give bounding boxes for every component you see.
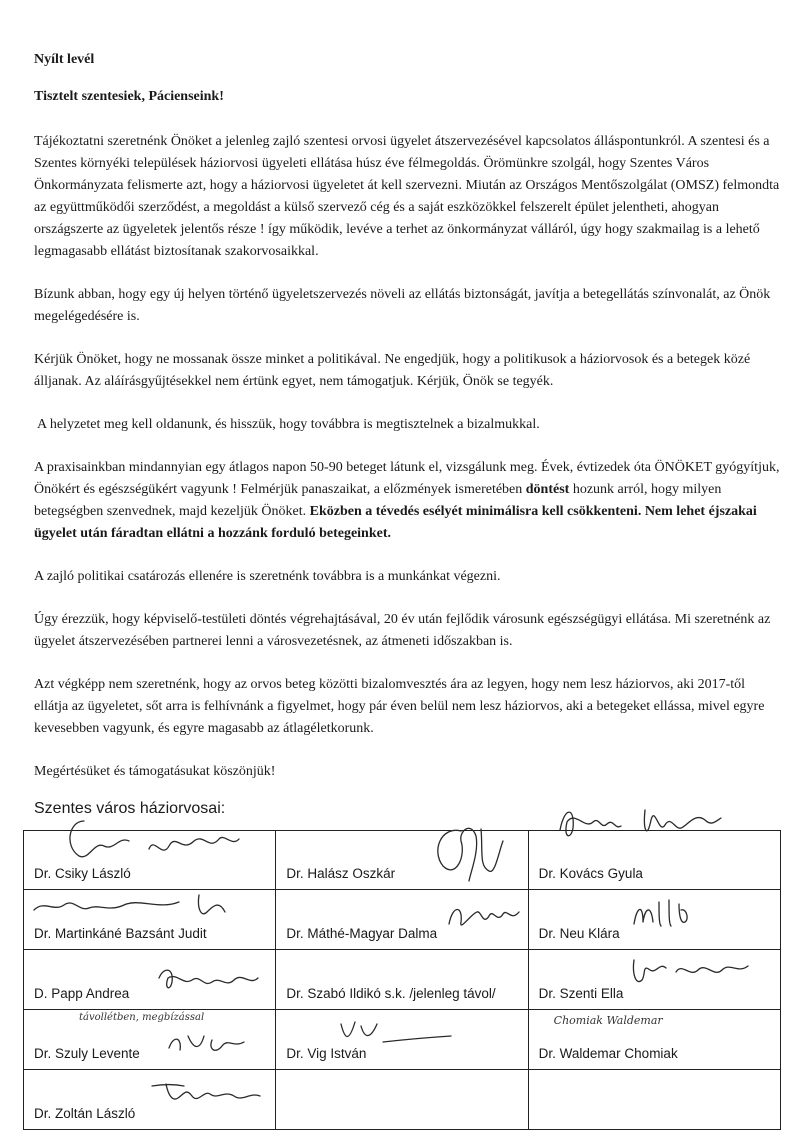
signatory-name: D. Papp Andrea [34, 986, 130, 1001]
signature-scribble [629, 894, 694, 934]
paragraph-6: A zajló politikai csatározás ellenére is szeretnénk továbbra is a munkánkat végezni. [34, 569, 501, 584]
signature-cell [276, 890, 528, 950]
paragraph-3: Kérjük Önöket, hogy ne mossanak össze minket a politikával. Ne engedjük, hogy a politikusok a háziorvosok és a betegek közé álljanak. Az aláírásgyűjtésekkel nem értünk egyet, nem támogatjuk. Kérjük, Önök se tegyék. [34, 352, 751, 389]
signature-cell [24, 1010, 276, 1070]
signature-cell [24, 831, 276, 890]
letter-body [34, 131, 780, 804]
paragraph-5-middle: hozunk arról, hogy milyen betegségben szenvednek, majd kezeljük Önöket. [34, 482, 722, 519]
signatory-name: Dr. Neu Klára [538, 926, 620, 941]
letter-greeting: Tisztelt szentesiek, Pácienseink! [34, 89, 224, 104]
signature-cell [528, 831, 780, 890]
signature-scribble [164, 1026, 264, 1056]
signature-cell [276, 831, 528, 890]
signature-scribble [29, 890, 229, 920]
signature-cell-empty [528, 1070, 780, 1130]
paragraph-4: A helyzetet meg kell oldanunk, és hisszük, hogy továbbra is megtisztelnek a bizalmukkal. [37, 417, 540, 432]
signatory-name: Dr. Vig István [286, 1046, 367, 1061]
signatory-name: Dr. Szenti Ella [538, 986, 624, 1001]
signatory-name: Dr. Szuly Levente [34, 1046, 140, 1061]
signature-scribble [154, 958, 264, 998]
signatory-name: Dr. Csiky László [34, 866, 131, 881]
signature-scribble [421, 811, 511, 883]
signature-cell [24, 890, 276, 950]
signatory-name: Dr. Waldemar Chomiak [538, 1046, 678, 1061]
paragraph-5-start: A praxisainkban mindannyian egy átlagos napon 50-90 beteget látunk el, vizsgálunk meg. Évek, évtizedek óta ÖNÖKET gyógyítjuk, Önökért és egészségükért vagyunk ! Felmérjük panaszaikat, a előzmények ismeretében [34, 460, 780, 497]
handwritten-note: Chomiak Waldemar [553, 1014, 663, 1027]
signature-cell [276, 1010, 528, 1070]
signature-cell [276, 950, 528, 1010]
letter-title: Nyílt levél [34, 52, 95, 67]
signatory-name: Dr. Szabó Ildikó s.k. /jelenleg távol/ [286, 986, 496, 1001]
paragraph-5 [34, 457, 780, 545]
signatory-name: Dr. Zoltán László [34, 1106, 136, 1121]
paragraph-7: Úgy érezzük, hogy képviselő-testületi döntés végrehajtásával, 20 év után fejlődik városunk egészségügyi ellátása. Mi szeretnénk az ügyelet átszervezésében partnerei lenni a városvezetésnek, az átmeneti időszakban is. [34, 612, 771, 649]
paragraph-2: Bízunk abban, hogy egy új helyen történő ügyeletszervezés növeli az ellátás biztonságát, javítja a betegellátás színvonalát, az Önök megelégedésére is. [34, 287, 771, 324]
signatures-heading: Szentes város háziorvosai: [34, 800, 226, 817]
signatory-name: Dr. Martinkáné Bazsánt Judit [34, 926, 207, 941]
signature-cell [528, 1010, 780, 1070]
signature-scribble [624, 952, 754, 992]
signature-scribble [144, 1074, 274, 1114]
signature-cell [528, 890, 780, 950]
signatory-name: Dr. Kovács Gyula [538, 866, 643, 881]
signature-cell [528, 950, 780, 1010]
signatory-name: Dr. Máthé-Magyar Dalma [286, 926, 438, 941]
signature-cell [24, 950, 276, 1010]
signature-scribble [441, 894, 526, 934]
signatures-table [23, 830, 781, 1130]
paragraph-9: Megértésüket és támogatásukat köszönjük! [34, 764, 276, 779]
signatory-name: Dr. Halász Oszkár [286, 866, 396, 881]
signature-cell [24, 1070, 276, 1130]
paragraph-8: Azt végképp nem szeretnénk, hogy az orvos beteg közötti bizalomvesztés ára az legyen, hogy nem lesz háziorvos, aki 2017-től ellátja az ügyeletet, sőt arra is felhívnánk a figyelmet, hogy pár éven belül nem lesz háziorvos, aki a betegeket ellássa, mivel egyre kevesebben vagyunk, és egyre magasabb az átlagéletkorunk. [34, 677, 765, 736]
handwritten-note: távollétben, megbízással [79, 1012, 205, 1023]
paragraph-5-bold-warning: Eközben a tévedés esélyét minimálisra kell csökkenteni. Nem lehet éjszakai ügyelet után fáradtan ellátni a hozzánk forduló betegeinket. [34, 504, 757, 541]
paragraph-5-bold-decision: döntést [525, 482, 570, 497]
paragraph-1: Tájékoztatni szeretnénk Önöket a jelenleg zajló szentesi orvosi ügyelet átszervezésével kapcsolatos álláspontunkról. A szentesi és a Szentes környéki települések háziorvosi ügyeleti ellátása húsz éve félmegoldás. Örömünkre szolgál, hogy Szentes Város Önkormányzata felismerte azt, hogy a háziorvosi ügyeletet át kell szervezni. Miután az Országos Mentőszolgálat (OMSZ) felmondta az együttműködői szerződést, a megoldást a külső szervező cég és a saját eszközökkel felszerelt épület jelentheti, ahogyan országszerte az ügyeletek jelentős része ! így működik, levéve a terhet az önkormányzat válláról, úgy hogy szakmailag is a lehető legmagasabb ellátást biztosítanak szakorvosaikkal. [34, 134, 780, 259]
signature-cell-empty [276, 1070, 528, 1130]
